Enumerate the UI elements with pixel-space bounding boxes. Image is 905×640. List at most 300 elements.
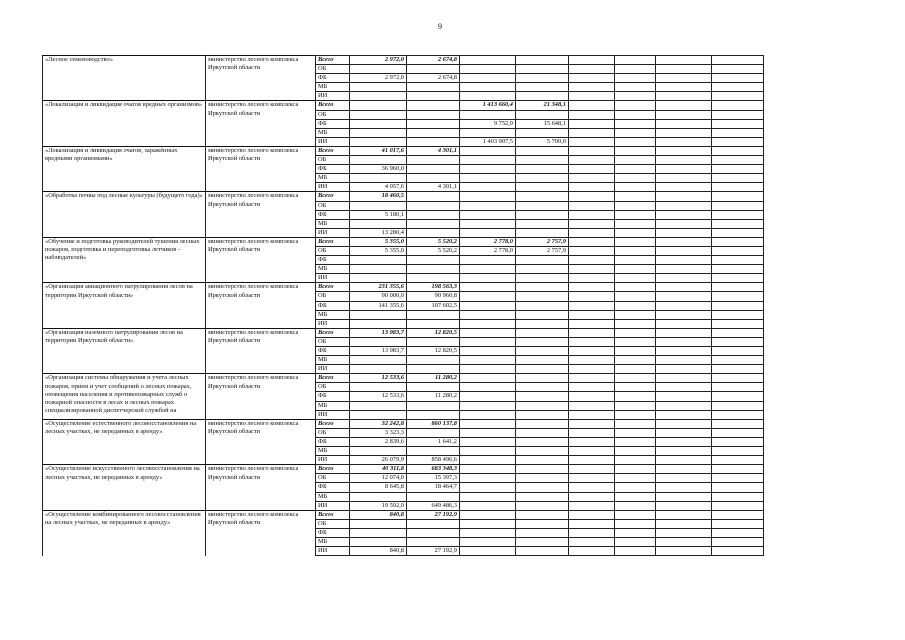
amount-cell: 41 017,6 [350, 146, 407, 155]
amount-cell [656, 110, 712, 119]
amount-cell [656, 210, 712, 219]
amount-cell [569, 365, 615, 374]
amount-cell: 12 533,6 [350, 374, 407, 383]
amount-cell [460, 337, 516, 346]
amount-cell [712, 374, 764, 383]
amount-cell [516, 310, 569, 319]
amount-cell [569, 283, 615, 292]
amount-cell [615, 174, 656, 183]
amount-cell [460, 437, 516, 446]
program-name: «Осуществление естественного лесовосстановления на лесных участках, не переданных в аренду» [43, 419, 206, 464]
amount-cell: 13 983,7 [350, 328, 407, 337]
amount-cell [712, 274, 764, 283]
amount-cell [460, 474, 516, 483]
amount-cell: 2 757,9 [516, 246, 569, 255]
amount-cell [350, 65, 407, 74]
amount-cell [350, 156, 407, 165]
amount-cell: 2 778,0 [460, 246, 516, 255]
amount-cell [516, 56, 569, 65]
amount-cell [615, 519, 656, 528]
amount-cell [656, 356, 712, 365]
amount-cell [656, 292, 712, 301]
amount-cell [569, 337, 615, 346]
amount-cell [569, 201, 615, 210]
funding-source-label: Всего [316, 328, 350, 337]
amount-cell: 198 563,3 [407, 283, 460, 292]
amount-cell [407, 137, 460, 146]
amount-cell [350, 83, 407, 92]
amount-cell [350, 519, 407, 528]
amount-cell [350, 410, 407, 419]
amount-cell [656, 283, 712, 292]
amount-cell [656, 474, 712, 483]
amount-cell: 5 355,0 [350, 246, 407, 255]
amount-cell [516, 128, 569, 137]
amount-cell [615, 92, 656, 101]
amount-cell [656, 156, 712, 165]
amount-cell: 27 192,9 [407, 510, 460, 519]
amount-cell [656, 528, 712, 537]
amount-cell [407, 92, 460, 101]
funding-source-label: ИИ [316, 92, 350, 101]
amount-cell [516, 519, 569, 528]
executor-name: министерство лесного комплекса Иркутской области [206, 146, 316, 191]
amount-cell [516, 228, 569, 237]
table-row [43, 146, 764, 155]
amount-cell: 5 700,0 [516, 137, 569, 146]
amount-cell [350, 274, 407, 283]
funding-source-label: ФБ [316, 210, 350, 219]
amount-cell [569, 319, 615, 328]
amount-cell [615, 310, 656, 319]
amount-cell [569, 465, 615, 474]
funding-source-label: ИИ [316, 183, 350, 192]
amount-cell [516, 274, 569, 283]
amount-cell: 649 486,3 [407, 501, 460, 510]
amount-cell [516, 501, 569, 510]
amount-cell [460, 156, 516, 165]
amount-cell [656, 510, 712, 519]
amount-cell [615, 192, 656, 201]
amount-cell [712, 528, 764, 537]
amount-cell [615, 165, 656, 174]
amount-cell [407, 401, 460, 410]
amount-cell: 5 520,2 [407, 246, 460, 255]
amount-cell [656, 192, 712, 201]
amount-cell [460, 201, 516, 210]
amount-cell [460, 365, 516, 374]
amount-cell [516, 447, 569, 456]
executor-name: министерство лесного комплекса Иркутской области [206, 374, 316, 419]
program-name: «Локализация и ликвидация очагов вредных организмов» [43, 101, 206, 146]
amount-cell [712, 319, 764, 328]
amount-cell [712, 465, 764, 474]
table-row [43, 283, 764, 292]
amount-cell [615, 437, 656, 446]
amount-cell: 5 520,2 [407, 237, 460, 246]
amount-cell [569, 474, 615, 483]
funding-source-label: МБ [316, 492, 350, 501]
funding-source-label: ОБ [316, 201, 350, 210]
amount-cell [407, 174, 460, 183]
amount-cell [569, 528, 615, 537]
funding-source-label: МБ [316, 537, 350, 546]
amount-cell [460, 528, 516, 537]
funding-source-label: Всего [316, 465, 350, 474]
amount-cell [569, 146, 615, 155]
amount-cell [712, 328, 764, 337]
amount-cell [712, 365, 764, 374]
page-number: 9 [438, 22, 442, 31]
table-row [43, 56, 764, 65]
amount-cell [569, 183, 615, 192]
table-row [43, 510, 764, 519]
amount-cell: 840,8 [350, 510, 407, 519]
funding-source-label: ИИ [316, 410, 350, 419]
amount-cell [712, 428, 764, 437]
amount-cell [516, 410, 569, 419]
amount-cell [460, 519, 516, 528]
amount-cell [712, 347, 764, 356]
amount-cell: 13 280,4 [350, 228, 407, 237]
amount-cell [712, 501, 764, 510]
amount-cell [569, 328, 615, 337]
amount-cell [516, 537, 569, 546]
amount-cell [516, 437, 569, 446]
amount-cell [615, 65, 656, 74]
amount-cell [615, 237, 656, 246]
amount-cell [712, 237, 764, 246]
amount-cell [615, 456, 656, 465]
amount-cell [569, 492, 615, 501]
amount-cell [712, 192, 764, 201]
amount-cell: 107 602,5 [407, 301, 460, 310]
amount-cell [460, 310, 516, 319]
amount-cell [615, 183, 656, 192]
amount-cell: 15 397,3 [407, 474, 460, 483]
amount-cell [615, 283, 656, 292]
amount-cell [460, 256, 516, 265]
amount-cell [350, 137, 407, 146]
amount-cell [460, 192, 516, 201]
amount-cell [516, 219, 569, 228]
amount-cell [569, 165, 615, 174]
amount-cell [350, 447, 407, 456]
amount-cell: 11 280,2 [407, 392, 460, 401]
amount-cell [569, 265, 615, 274]
amount-cell [350, 128, 407, 137]
amount-cell [569, 74, 615, 83]
amount-cell [712, 56, 764, 65]
funding-source-label: МБ [316, 174, 350, 183]
executor-name: министерство лесного комплекса Иркутской области [206, 237, 316, 282]
amount-cell [569, 356, 615, 365]
amount-cell [516, 528, 569, 537]
amount-cell [569, 65, 615, 74]
amount-cell [712, 256, 764, 265]
amount-cell [460, 328, 516, 337]
amount-cell [656, 101, 712, 110]
amount-cell [516, 319, 569, 328]
amount-cell: 683 348,3 [407, 465, 460, 474]
amount-cell [407, 428, 460, 437]
amount-cell [516, 65, 569, 74]
amount-cell [656, 537, 712, 546]
amount-cell [656, 419, 712, 428]
amount-cell [615, 301, 656, 310]
amount-cell [516, 465, 569, 474]
amount-cell [460, 265, 516, 274]
amount-cell [656, 137, 712, 146]
amount-cell [615, 265, 656, 274]
amount-cell: 2 674,8 [407, 56, 460, 65]
amount-cell [516, 383, 569, 392]
amount-cell [569, 419, 615, 428]
amount-cell [712, 547, 764, 556]
amount-cell [569, 410, 615, 419]
amount-cell [407, 65, 460, 74]
amount-cell: 1 413 660,4 [460, 101, 516, 110]
amount-cell [460, 274, 516, 283]
amount-cell [460, 219, 516, 228]
amount-cell [656, 183, 712, 192]
amount-cell: 18 464,7 [407, 483, 460, 492]
amount-cell [350, 110, 407, 119]
amount-cell: 36 960,0 [350, 165, 407, 174]
amount-cell [615, 501, 656, 510]
funding-source-label: ИИ [316, 274, 350, 283]
amount-cell [656, 465, 712, 474]
executor-name: министерство лесного комплекса Иркутской области [206, 101, 316, 146]
amount-cell [656, 337, 712, 346]
funding-source-label: ОБ [316, 337, 350, 346]
amount-cell [712, 156, 764, 165]
amount-cell [516, 328, 569, 337]
amount-cell [460, 301, 516, 310]
amount-cell [460, 165, 516, 174]
amount-cell [656, 219, 712, 228]
amount-cell [516, 337, 569, 346]
amount-cell [407, 228, 460, 237]
funding-source-label: ФБ [316, 74, 350, 83]
funding-source-label: ФБ [316, 347, 350, 356]
amount-cell [460, 74, 516, 83]
amount-cell [615, 465, 656, 474]
funding-source-label: ФБ [316, 301, 350, 310]
amount-cell [460, 428, 516, 437]
amount-cell [460, 410, 516, 419]
amount-cell [516, 365, 569, 374]
amount-cell [656, 492, 712, 501]
amount-cell [656, 74, 712, 83]
amount-cell [656, 383, 712, 392]
amount-cell [569, 156, 615, 165]
amount-cell [712, 110, 764, 119]
amount-cell [569, 537, 615, 546]
amount-cell [569, 137, 615, 146]
funding-source-label: ИИ [316, 501, 350, 510]
amount-cell [569, 110, 615, 119]
amount-cell [656, 265, 712, 274]
amount-cell: 3 323,3 [350, 428, 407, 437]
amount-cell [656, 483, 712, 492]
funding-source-label: Всего [316, 101, 350, 110]
executor-name: министерство лесного комплекса Иркутской области [206, 283, 316, 328]
funding-source-label: ИИ [316, 319, 350, 328]
amount-cell [569, 501, 615, 510]
amount-cell [569, 128, 615, 137]
amount-cell [569, 119, 615, 128]
amount-cell: 32 242,8 [350, 419, 407, 428]
amount-cell [656, 201, 712, 210]
amount-cell [516, 110, 569, 119]
amount-cell [516, 374, 569, 383]
amount-cell [460, 128, 516, 137]
amount-cell [712, 401, 764, 410]
amount-cell [712, 292, 764, 301]
amount-cell: 1 641,2 [407, 437, 460, 446]
funding-source-label: ФБ [316, 392, 350, 401]
funding-source-label: ИИ [316, 456, 350, 465]
amount-cell [656, 301, 712, 310]
amount-cell [569, 219, 615, 228]
amount-cell [460, 537, 516, 546]
amount-cell [350, 383, 407, 392]
amount-cell [516, 174, 569, 183]
program-name: «Осуществление комбинированного лесовосстановления на лесных участках, не переданных в аренду» [43, 510, 206, 555]
amount-cell [350, 356, 407, 365]
amount-cell [407, 365, 460, 374]
amount-cell [615, 128, 656, 137]
funding-source-label: ФБ [316, 528, 350, 537]
amount-cell [516, 292, 569, 301]
amount-cell [615, 201, 656, 210]
amount-cell [516, 547, 569, 556]
funding-source-label: Всего [316, 374, 350, 383]
amount-cell [407, 265, 460, 274]
amount-cell [656, 437, 712, 446]
program-name: «Локализация и ликвидация очагов, заражённых вредными организмами» [43, 146, 206, 191]
funding-source-label: МБ [316, 356, 350, 365]
funding-source-label: Всего [316, 237, 350, 246]
amount-cell [712, 183, 764, 192]
amount-cell [460, 465, 516, 474]
amount-cell [460, 383, 516, 392]
amount-cell [712, 537, 764, 546]
amount-cell [712, 83, 764, 92]
amount-cell [615, 356, 656, 365]
amount-cell [615, 410, 656, 419]
amount-cell [460, 374, 516, 383]
amount-cell [516, 183, 569, 192]
funding-source-label: ОБ [316, 383, 350, 392]
amount-cell [712, 119, 764, 128]
amount-cell: 2 972,0 [350, 74, 407, 83]
amount-cell [350, 92, 407, 101]
amount-cell [615, 401, 656, 410]
amount-cell [656, 256, 712, 265]
funding-source-label: ФБ [316, 119, 350, 128]
amount-cell: 2 674,8 [407, 74, 460, 83]
amount-cell [407, 528, 460, 537]
amount-cell [407, 310, 460, 319]
executor-name: министерство лесного комплекса Иркутской области [206, 419, 316, 464]
amount-cell [460, 392, 516, 401]
amount-cell [615, 392, 656, 401]
funding-source-label: ОБ [316, 428, 350, 437]
amount-cell [615, 374, 656, 383]
amount-cell [460, 456, 516, 465]
amount-cell [712, 65, 764, 74]
amount-cell [569, 428, 615, 437]
amount-cell [712, 128, 764, 137]
amount-cell [407, 319, 460, 328]
amount-cell [569, 510, 615, 519]
amount-cell [460, 510, 516, 519]
amount-cell [615, 474, 656, 483]
amount-cell [615, 228, 656, 237]
amount-cell [407, 337, 460, 346]
amount-cell [615, 146, 656, 155]
amount-cell: 9 752,9 [460, 119, 516, 128]
funding-source-label: МБ [316, 128, 350, 137]
amount-cell [407, 101, 460, 110]
amount-cell [569, 447, 615, 456]
amount-cell [656, 447, 712, 456]
amount-cell [656, 519, 712, 528]
amount-cell [516, 256, 569, 265]
amount-cell [712, 437, 764, 446]
amount-cell [350, 265, 407, 274]
amount-cell [350, 492, 407, 501]
amount-cell [712, 101, 764, 110]
program-name: «Лесное семеноводство» [43, 56, 206, 101]
table-row [43, 237, 764, 246]
amount-cell [516, 83, 569, 92]
amount-cell [516, 492, 569, 501]
amount-cell [656, 92, 712, 101]
amount-cell [615, 74, 656, 83]
amount-cell [712, 74, 764, 83]
amount-cell [350, 201, 407, 210]
funding-source-label: ОБ [316, 156, 350, 165]
executor-name: министерство лесного комплекса Иркутской области [206, 510, 316, 555]
amount-cell [615, 365, 656, 374]
amount-cell [516, 356, 569, 365]
amount-cell: 40 311,8 [350, 465, 407, 474]
amount-cell [712, 146, 764, 155]
amount-cell [516, 74, 569, 83]
amount-cell [569, 174, 615, 183]
amount-cell [569, 401, 615, 410]
table-row [43, 419, 764, 428]
amount-cell [516, 210, 569, 219]
amount-cell: 13 983,7 [350, 347, 407, 356]
funding-source-label: Всего [316, 510, 350, 519]
amount-cell: 2 778,0 [460, 237, 516, 246]
amount-cell [516, 301, 569, 310]
amount-cell [407, 519, 460, 528]
amount-cell [656, 228, 712, 237]
amount-cell [712, 392, 764, 401]
amount-cell [656, 128, 712, 137]
funding-source-label: ФБ [316, 437, 350, 446]
funding-source-label: ИИ [316, 547, 350, 556]
amount-cell [615, 492, 656, 501]
amount-cell [615, 274, 656, 283]
amount-cell [615, 246, 656, 255]
amount-cell [460, 501, 516, 510]
